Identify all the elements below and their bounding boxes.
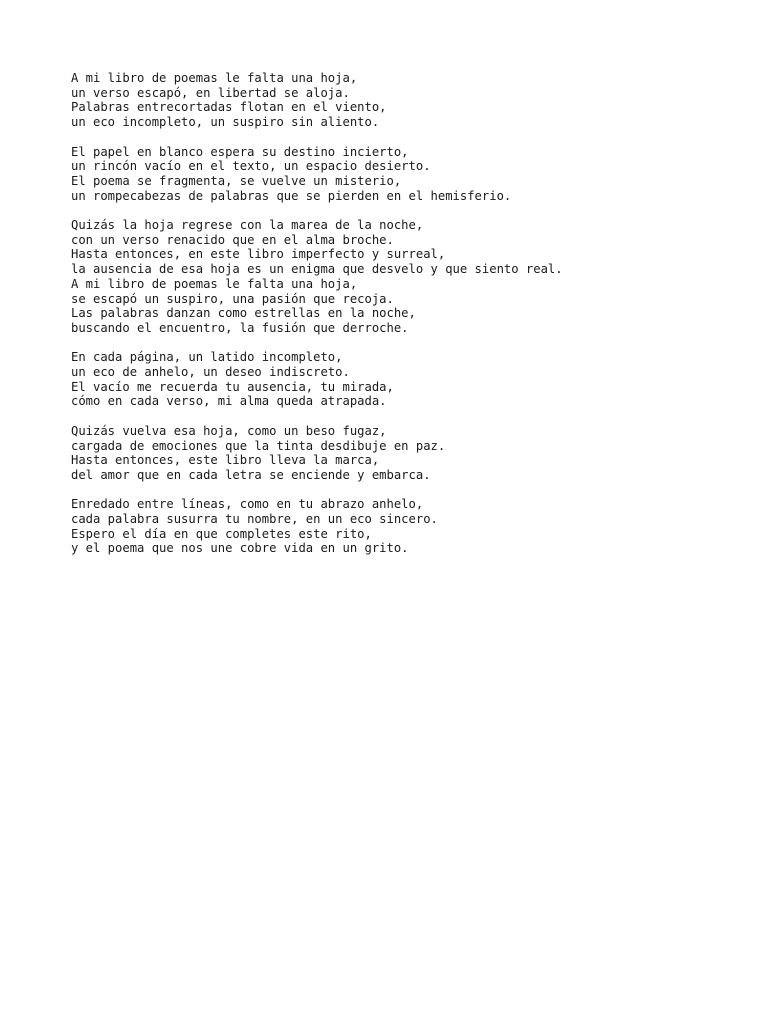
poem-line: Hasta entonces, en este libro imperfecto y surreal, <box>71 247 446 262</box>
poem-line: un eco incompleto, un suspiro sin aliento. <box>71 115 380 130</box>
poem-line: Espero el día en que completes este rito, <box>71 526 372 541</box>
poem-line: cargada de emociones que la tinta desdibuje en paz. <box>71 438 446 453</box>
poem-line: A mi libro de poemas le falta una hoja, <box>71 71 358 85</box>
stanza-6 <box>71 424 751 483</box>
poem-line: un verso escapó, en libertad se aloja. <box>71 85 350 100</box>
poem-line: En cada página, un latido incompleto, <box>71 350 343 365</box>
stanza-3 <box>71 218 751 277</box>
poem-line: buscando el encuentro, la fusión que derroche. <box>71 320 409 335</box>
poem-line: del amor que en cada letra se enciende y embarca. <box>71 467 431 482</box>
poem-line: cada palabra susurra tu nombre, en un eco sincero. <box>71 512 438 527</box>
stanza-5 <box>71 350 751 409</box>
poem-line: Quizás vuelva esa hoja, como un beso fugaz, <box>71 423 387 438</box>
poem-line: El poema se fragmenta, se vuelve un misterio, <box>71 173 402 188</box>
poem-document <box>71 71 751 571</box>
poem-line: y el poema que nos une cobre vida en un grito. <box>71 541 409 556</box>
poem-line: un rompecabezas de palabras que se pierden en el hemisferio. <box>71 188 512 203</box>
poem-line: Las palabras danzan como estrellas en la noche, <box>71 306 416 321</box>
poem-line: A mi libro de poemas le falta una hoja, <box>71 276 358 291</box>
stanza-7 <box>71 497 751 556</box>
poem-line: con un verso renacido que en el alma broche. <box>71 232 394 247</box>
poem-line: un rincón vacío en el texto, un espacio desierto. <box>71 159 431 174</box>
stanza-4 <box>71 277 751 336</box>
poem-line: Palabras entrecortadas flotan en el viento, <box>71 100 387 115</box>
poem-line: Quizás la hoja regrese con la marea de la noche, <box>71 218 424 232</box>
poem-line: un eco de anhelo, un deseo indiscreto. <box>71 365 350 380</box>
poem-line: la ausencia de esa hoja es un enigma que desvelo y que siento real. <box>71 262 563 277</box>
stanza-1 <box>71 71 751 130</box>
poem-line: El vacío me recuerda tu ausencia, tu mirada, <box>71 379 394 394</box>
poem-line: El papel en blanco espera su destino incierto, <box>71 144 409 159</box>
poem-line: cómo en cada verso, mi alma queda atrapada. <box>71 394 387 409</box>
poem-line: se escapó un suspiro, una pasión que recoja. <box>71 291 394 306</box>
poem-line: Hasta entonces, este libro lleva la marca, <box>71 453 380 468</box>
poem-line: Enredado entre líneas, como en tu abrazo anhelo, <box>71 497 424 512</box>
stanza-2 <box>71 145 751 204</box>
